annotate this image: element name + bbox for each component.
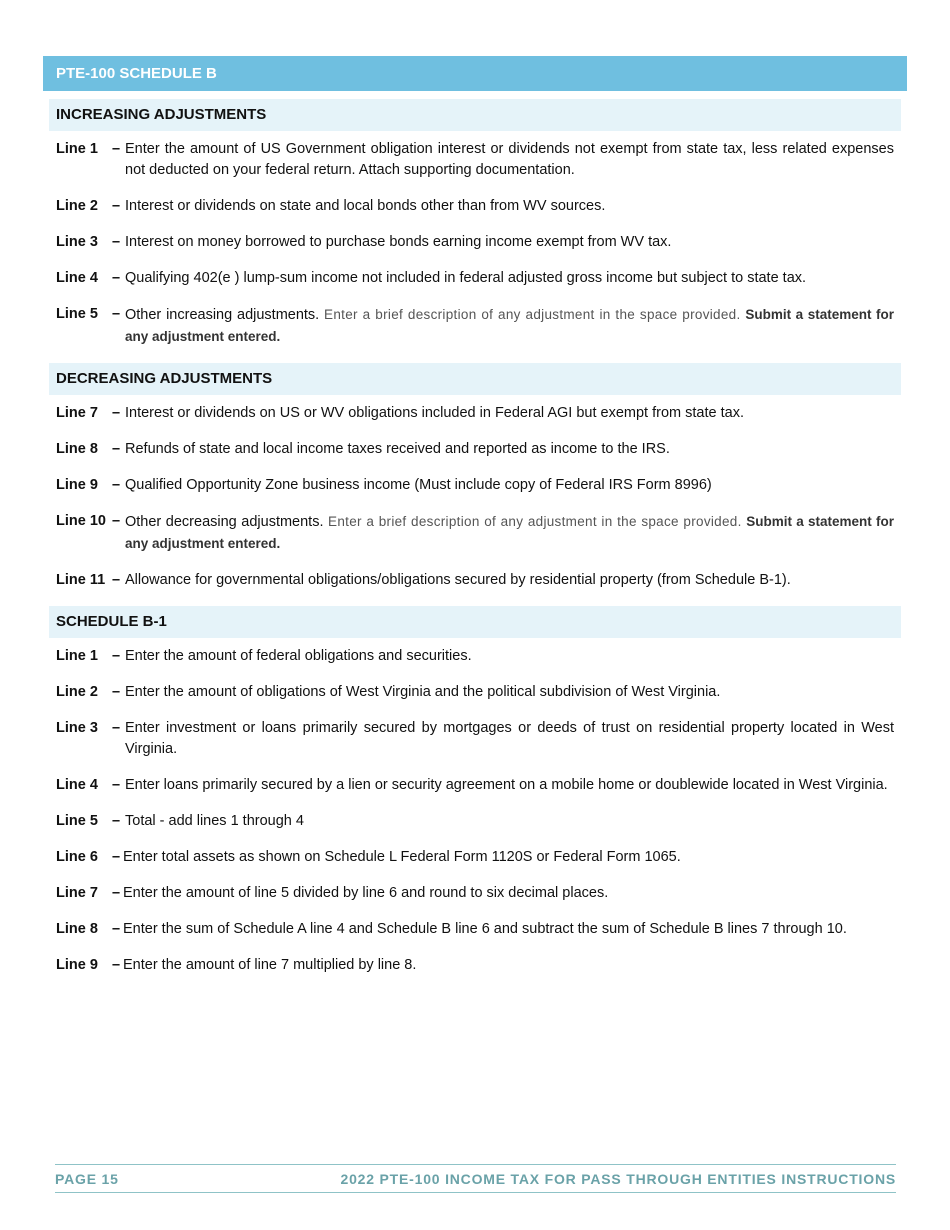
line-dash: – <box>112 684 121 700</box>
line-text-with-note <box>125 304 894 348</box>
instruction-line <box>49 883 901 904</box>
instruction-line <box>49 811 901 832</box>
instruction-line <box>49 682 901 703</box>
instruction-line <box>49 646 901 667</box>
line-number: Line 7 <box>56 405 98 421</box>
instruction-line <box>49 718 901 760</box>
line-dash: – <box>112 234 121 250</box>
adjustment-note: Enter a brief description of any adjustment in the space provided. <box>328 514 742 529</box>
line-text: Enter the amount of line 5 divided by line 6 and round to six decimal places. <box>123 885 609 901</box>
line-text: Total - add lines 1 through 4 <box>125 813 304 829</box>
line-text-with-note <box>125 511 894 555</box>
line-dash: – <box>112 720 121 736</box>
line-dash: – <box>112 572 121 588</box>
instruction-line <box>49 232 901 253</box>
section-title: SCHEDULE B-1 <box>49 606 901 638</box>
line-text: Qualified Opportunity Zone business income (Must include copy of Federal IRS Form 8996) <box>125 477 712 493</box>
line-text: Other decreasing adjustments. <box>125 514 324 530</box>
instruction-line <box>49 439 901 460</box>
line-number: Line 6 <box>56 849 98 865</box>
schedule-page <box>43 56 907 991</box>
statement-note: Submit a statement for any adjustment entered. <box>125 307 894 344</box>
line-dash: – <box>112 885 121 901</box>
line-number: Line 1 <box>56 648 98 664</box>
instruction-line <box>49 570 901 591</box>
line-dash: – <box>112 441 121 457</box>
line-text: Refunds of state and local income taxes received and reported as income to the IRS. <box>125 441 670 457</box>
page-number: PAGE 15 <box>55 1170 119 1187</box>
line-text: Qualifying 402(e ) lump-sum income not included in federal adjusted gross income but subject to state tax. <box>125 270 807 286</box>
line-text: Enter loans primarily secured by a lien or security agreement on a mobile home or doublewide located in West Virginia. <box>125 777 888 793</box>
line-text: Interest or dividends on US or WV obligations included in Federal AGI but exempt from state tax. <box>125 405 744 421</box>
schedule-b1-section <box>49 606 901 976</box>
line-number: Line 11 <box>56 572 106 588</box>
line-dash: – <box>112 648 121 664</box>
line-text: Other increasing adjustments. <box>125 307 320 323</box>
line-number: Line 2 <box>56 198 98 214</box>
instruction-line <box>49 955 901 976</box>
line-dash: – <box>112 477 121 493</box>
line-number: Line 1 <box>56 141 98 157</box>
instruction-line <box>49 847 901 868</box>
page-footer <box>55 1164 896 1193</box>
instruction-line <box>49 475 901 496</box>
section-title: DECREASING ADJUSTMENTS <box>49 363 901 395</box>
line-number: Line 8 <box>56 921 98 937</box>
line-text: Enter total assets as shown on Schedule L Federal Form 1120S or Federal Form 1065. <box>123 849 681 865</box>
instruction-line <box>49 304 901 348</box>
instruction-line <box>49 403 901 424</box>
line-text: Allowance for governmental obligations/obligations secured by residential property (from Schedule B-1). <box>125 572 791 588</box>
statement-note: Submit a statement for any adjustment entered. <box>125 514 895 551</box>
page-title: PTE-100 SCHEDULE B <box>43 56 907 91</box>
increasing-adjustments-section <box>49 99 901 348</box>
line-text: Enter the amount of federal obligations and securities. <box>125 648 472 664</box>
line-text: Enter investment or loans primarily secured by mortgages or deeds of trust on residential property located in West Virginia. <box>125 720 894 757</box>
line-dash: – <box>112 921 121 937</box>
instruction-line <box>49 268 901 289</box>
line-number: Line 4 <box>56 777 98 793</box>
instruction-line <box>49 196 901 217</box>
line-number: Line 2 <box>56 684 98 700</box>
adjustment-note: Enter a brief description of any adjustment in the space provided. <box>324 307 741 322</box>
line-number: Line 9 <box>56 477 98 493</box>
instruction-line <box>49 139 901 181</box>
line-number: Line 10 <box>56 513 106 529</box>
line-number: Line 7 <box>56 885 98 901</box>
line-dash: – <box>112 513 121 529</box>
line-dash: – <box>112 306 121 322</box>
line-dash: – <box>112 849 121 865</box>
line-text: Enter the amount of US Government obligation interest or dividends not exempt from state tax, less related expenses not deducted on your federal return. Attach supporting documentation. <box>125 141 894 178</box>
line-text: Interest on money borrowed to purchase bonds earning income exempt from WV tax. <box>125 234 672 250</box>
line-text: Enter the amount of obligations of West Virginia and the political subdivision of West Virginia. <box>125 684 721 700</box>
line-number: Line 8 <box>56 441 98 457</box>
line-dash: – <box>112 813 121 829</box>
decreasing-adjustments-section <box>49 363 901 591</box>
instruction-line <box>49 919 901 940</box>
line-number: Line 9 <box>56 957 98 973</box>
line-dash: – <box>112 405 121 421</box>
line-dash: – <box>112 777 121 793</box>
line-dash: – <box>112 270 121 286</box>
section-title: INCREASING ADJUSTMENTS <box>49 99 901 131</box>
line-dash: – <box>112 957 121 973</box>
line-dash: – <box>112 141 121 157</box>
instruction-line <box>49 775 901 796</box>
line-number: Line 3 <box>56 234 98 250</box>
line-text: Interest or dividends on state and local bonds other than from WV sources. <box>125 198 606 214</box>
line-number: Line 5 <box>56 813 98 829</box>
line-number: Line 3 <box>56 720 98 736</box>
instruction-line <box>49 511 901 555</box>
line-number: Line 5 <box>56 306 98 322</box>
line-dash: – <box>112 198 121 214</box>
line-text: Enter the sum of Schedule A line 4 and Schedule B line 6 and subtract the sum of Schedule B lines 7 through 10. <box>123 921 847 937</box>
line-text: Enter the amount of line 7 multiplied by line 8. <box>123 957 417 973</box>
document-title: 2022 PTE-100 INCOME TAX FOR PASS THROUGH ENTITIES INSTRUCTIONS <box>340 1170 896 1187</box>
line-number: Line 4 <box>56 270 98 286</box>
